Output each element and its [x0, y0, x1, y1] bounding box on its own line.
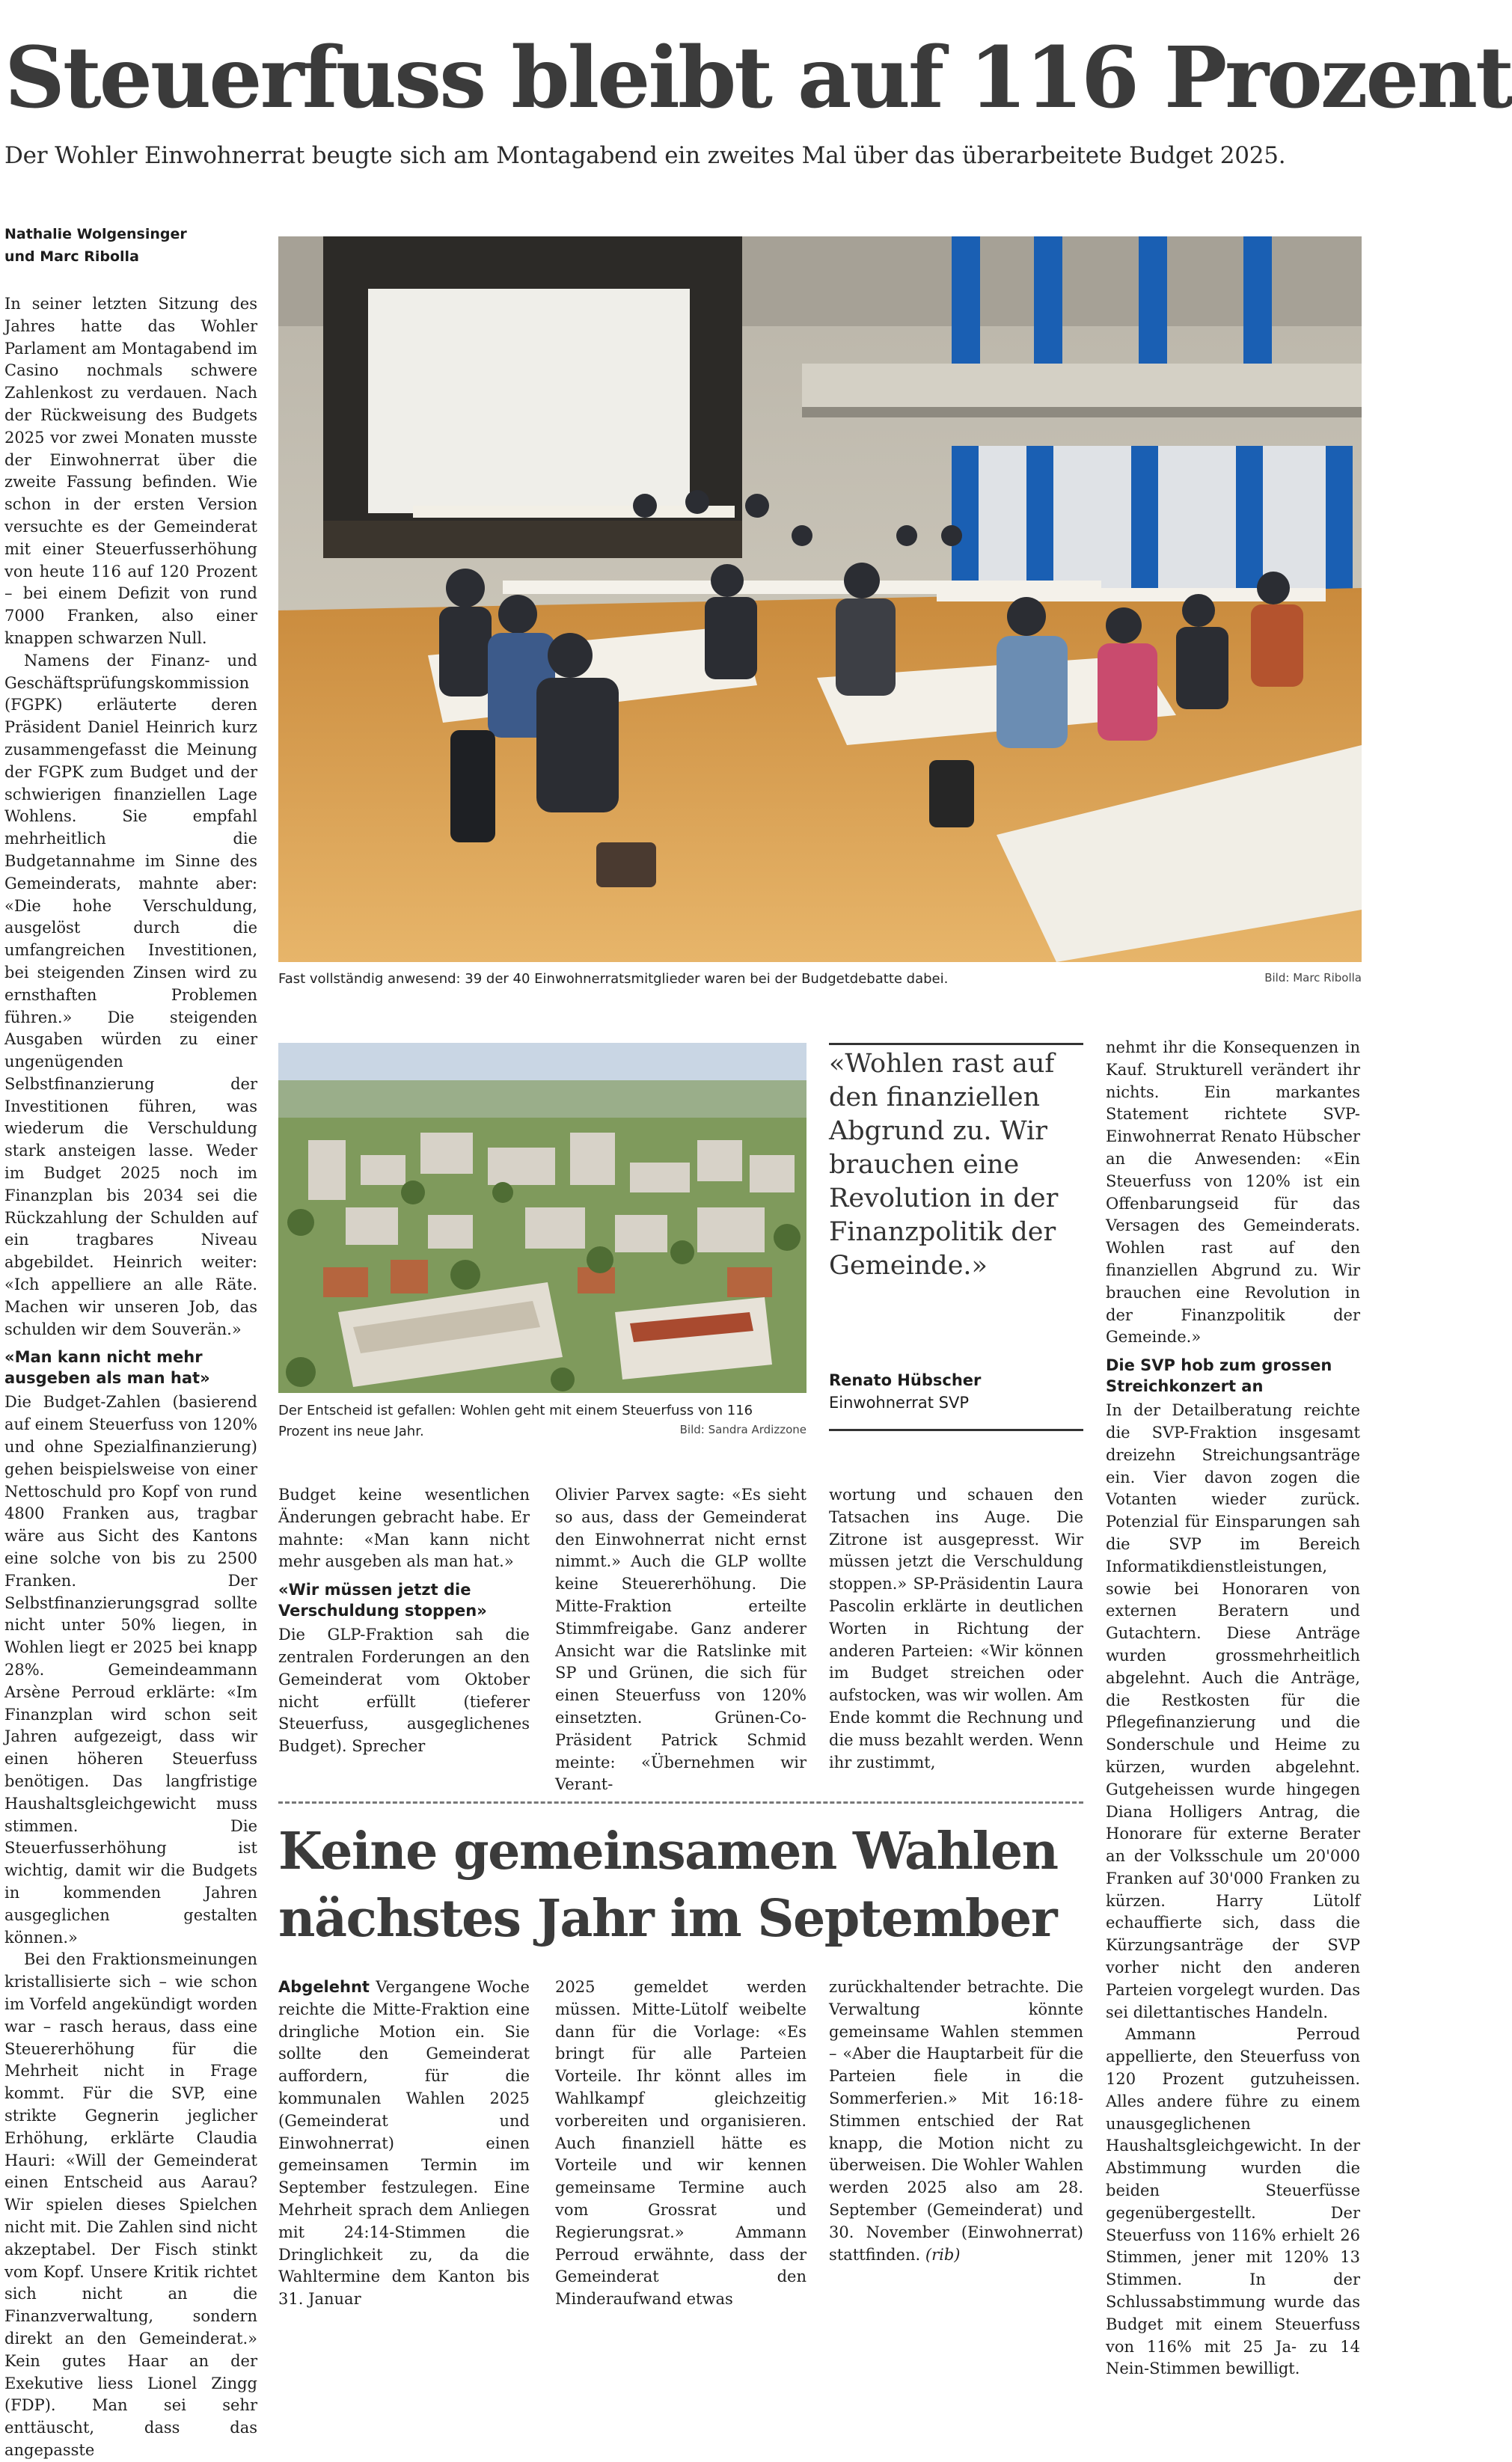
- paragraph: wortung und schauen den Tatsachen ins Auge. Die Zitrone ist ausgepresst. Wir müssen jetzt die Verschuldung stoppen.» SP-Präsidentin Laura Pascolin erklärte in deutlichen Worten in Richtung der anderen Parteien: «Wir können im Budget streichen oder aufstocken, was wir wollen. Am Ende kommt die Rechnung und die muss bezahlt werden. Wenn ihr zustimmt,: [829, 1486, 1083, 1772]
- article2-text-3: zurückhaltender betrachte. Die Verwaltung könnte gemeinsame Wahlen stemmen – «Aber die Hauptarbeit für die Parteien fiele in die Sommerferien.» Mit 16:18-Stimmen entschied der Rat knapp, die Motion nicht zu überweisen. Die Wohler Wahlen werden 2025 also am 28. September (Gemeinderat) und 30. November (Einwohnerrat) stattfinden.: [829, 1978, 1083, 2264]
- article-column-1: [4, 293, 257, 2459]
- paragraph: Budget keine wesentlichen Änderungen gebracht habe. Er mahnte: «Man kann nicht mehr ausgeben als man hat.»: [278, 1486, 530, 1571]
- article-column-3: [555, 1484, 806, 1794]
- paragraph: In der Detailberatung reichte die SVP-Fraktion insgesamt dreizehn Streichungsanträge ein. Vier davon zogen die Votanten wieder zurück. Potenzial für Einsparungen sah die SVP im Bereich Informatikdienstleistungen, sowie bei Honoraren von externen Beratern und Gutachtern. Diese Anträge wurden grossmehrheitlich abgelehnt. Auch die Anträge, die Restkosten für die Pflegefinanzierung und die Sonderschule und Heime zu kürzen, wurden abgelehnt. Gutgeheissen wurde hingegen Diana Holligers Antrag, die Honorare für externe Berater an der Volksschule um 20'000 Franken auf 30'000 Franken zu kürzen. Harry Lütolf echauffierte sich, dass die Kürzungsanträge der SVP vorher nicht den anderen Parteien vorgelegt wurden. Das sei dilettantisches Handeln.: [1106, 1401, 1360, 2021]
- paragraph: nehmt ihr die Konsequenzen in Kauf. Strukturell verändert ihr nichts. Ein markantes Statement richtete SVP-Einwohnerrat Renato Hübscher an die Anwesenden: «Ein Steuerfuss von 120% ist ein Offenbarungseid für das Versagen des Gemeinderats. Wohlen rast auf den finanziellen Abgrund zu. Wir brauchen eine Revolution in der Finanzpolitik der Gemeinde.»: [1106, 1038, 1360, 1347]
- subheading: «Wir müssen jetzt die Verschuldung stoppen»: [278, 1581, 487, 1620]
- article-column-4: [829, 1484, 1083, 1772]
- paragraph: Bei den Fraktionsmeinungen kristallisierte sich – wie schon im Vorfeld angekündigt worden war – rasch heraus, dass eine Steuererhöhung für die Mehrheit nicht in Frage kommt. Für die SVP, eine strikte Gegnerin jeglicher Erhöhung, erklärte Claudia Hauri: «Will der Gemeinderat einen Entscheid aus Aarau? Wir spielen dieses Spielchen nicht mit. Die Zahlen sind nicht akzeptabel. Der Fisch stinkt vom Kopf. Unsere Kritik richtet sich nicht an die Finanzverwaltung, sondern direkt an den Gemeinderat.» Kein gutes Haar an der Exekutive liess Lionel Zingg (FDP). Man sei sehr enttäuscht, dass das angepasste: [4, 1950, 257, 2459]
- aerial-town-photo: [278, 1043, 806, 1393]
- subheading: «Man kann nicht mehr ausgeben als man hat»: [4, 1348, 210, 1388]
- photo-credit-2: Bild: Sandra Ardizzone: [679, 1423, 806, 1436]
- aerial-town-image: [278, 1043, 806, 1393]
- author-2: und Marc Ribolla: [4, 248, 139, 265]
- byline: [4, 223, 259, 268]
- headline-2: Keine gemeinsamen Wahlen nächstes Jahr im September: [278, 1822, 1058, 1949]
- article2-column-3: [829, 1976, 1083, 2268]
- article2-column-2: [555, 1976, 806, 2309]
- pull-quote: [829, 1047, 1080, 1283]
- article-column-5: [1106, 1037, 1360, 2378]
- article2-text-1: Vergangene Woche reichte die Mitte-Fraktion eine dringliche Motion ein. Sie sollte den Gemeinderat auffordern, für die kommunalen Wahlen 2025 (Gemeinderat und Einwohnerrat) einen gemeinsamen Termin im September festzulegen. Eine Mehrheit sprach dem Anliegen mit 24:14-Stimmen die Dringlichkeit zu, da die Wahltermine dem Kanton bis 31. Januar: [278, 1978, 530, 2309]
- author-sign: (rib): [925, 2245, 961, 2264]
- paragraph: In seiner letzten Sitzung des Jahres hatte das Wohler Parlament am Montagabend im Casino nochmals schwere Zahlenkost zu verdauen. Nach der Rückweisung des Budgets 2025 vor zwei Monaten musste der Einwohnerrat über die zweite Fassung befinden. Wie schon in der ersten Version versuchte es der Gemeinderat mit einer Steuerfusserhöhung von heute 116 auf 120 Prozent – bei einem Defizit von rund 7000 Franken, also einer knappen schwarzen Null.: [4, 295, 257, 647]
- pull-quote-attribution: [829, 1369, 1080, 1414]
- paragraph: Die GLP-Fraktion sah die zentralen Forderungen an den Gemeinderat vom Oktober nicht erfüllt (tieferer Steuerfuss, ausgeglichenes Budget). Sprecher: [278, 1626, 530, 1756]
- photo-caption: Fast vollständig anwesend: 39 der 40 Einwohnerratsmitglieder waren bei der Budgetdebatte dabei.: [278, 971, 949, 987]
- paragraph: 2025 gemeldet werden müssen. Mitte-Lütolf weibelte dann für die Vorlage: «Es bringt für alle Parteien Vorteile. Ihr könnt alles im Wahlkampf gleichzeitig vorbereiten und organisieren. Auch finanziell hätte es Vorteile und wir kennen gemeinsame Termine auch vom Grossrat und Regierungsrat.» Ammann Perroud erwähnte, dass der Gemeinderat den Minderaufwand etwas: [555, 1978, 806, 2309]
- paragraph: Namens der Finanz- und Geschäftsprüfungskommission (FGPK) erläuterte deren Präsident Daniel Heinrich kurz zusammengefasst die Meinung der FGPK zum Budget und der schwierigen finanziellen Lage Wohlens. Sie empfahl mehrheitlich die Budgetannahme im Sinne des Gemeinderats, mahnte aber: «Die hohe Verschuldung, ausgelöst durch die umfangreichen Investitionen, bei steigenden Zinsen wird zu ernsthaften Problemen führen.» Die steigenden Ausgaben würden zu einer ungenügenden Selbstfinanzierung der Investitionen führen, was wiederum die Verschuldung stark ansteigen lasse. Weder im Budget 2025 noch im Finanzplan bis 2034 sei die Rückzahlung der Schulden auf ein tragbares Niveau abgebildet. Heinrich weiter: «Ich appelliere an alle Räte. Machen wir unseren Job, das schulden wir dem Souverän.»: [4, 651, 257, 1338]
- paragraph: [829, 1976, 1083, 2266]
- pull-quote-text: «Wohlen rast auf den finanziellen Abgrund zu. Wir brauchen eine Revolution in der Finanzpolitik der Gemeinde.»: [829, 1049, 1059, 1281]
- quote-author: Renato Hübscher: [829, 1371, 982, 1389]
- paragraph: Olivier Parvex sagte: «Es sieht so aus, dass der Gemeinderat den Einwohnerrat nicht ernst nimmt.» Auch die GLP wollte keine Steuererhöhung. Die Mitte-Fraktion erteilte Stimmfreigabe. Ganz anderer Ansicht war die Ratslinke mit SP und Grünen, die sich für einen Steuerfuss von 120% einsetzten. Grünen-Co-Präsident Patrick Schmid meinte: «Übernehmen wir Verant-: [555, 1486, 806, 1794]
- photo-credit: Bild: Marc Ribolla: [1264, 971, 1362, 985]
- kicker: Abgelehnt: [278, 1978, 370, 1996]
- paragraph: Ammann Perroud appellierte, den Steuerfuss von 120 Prozent gutzuheissen. Alles andere führe zu einem unausgeglichenen Haushaltsgleichgewicht. In der Abstimmung wurden die beiden Steuerfüsse gegenübergestellt. Der Steuerfuss von 116% erhielt 26 Stimmen, jener mit 120% 13 Stimmen. In der Schlussabstimmung wurde das Budget mit einem Steuerfuss von 116% mit 25 Ja- zu 14 Nein-Stimmen bewilligt.: [1106, 2025, 1360, 2378]
- author-1: Nathalie Wolgensinger: [4, 226, 187, 242]
- subheadline: Der Wohler Einwohnerrat beugte sich am Montagabend ein zweites Mal über das überarbeitete Budget 2025.: [4, 142, 1286, 169]
- paragraph: [278, 1976, 530, 2311]
- quote-rule-bottom: [829, 1429, 1083, 1431]
- quote-rule-top: [829, 1043, 1083, 1045]
- council-hall-image: [278, 236, 1362, 962]
- photo-caption-2: Der Entscheid ist gefallen: Wohlen geht mit einem Steuerfuss von 116 Prozent ins neue Jahr.: [278, 1403, 753, 1439]
- council-meeting-photo: [278, 236, 1362, 962]
- headline: Steuerfuss bleibt auf 116 Prozent: [4, 29, 1512, 127]
- article-column-2: [278, 1484, 530, 1769]
- quote-author-role: Einwohnerrat SVP: [829, 1394, 970, 1412]
- article2-column-1: [278, 1976, 530, 2309]
- subheading: Die SVP hob zum grossen Streichkonzert an: [1106, 1356, 1332, 1396]
- article-divider: [278, 1801, 1083, 1804]
- paragraph: Die Budget-Zahlen (basierend auf einem Steuerfuss von 120% und ohne Spezialfinanzierung) gehen beispielsweise von einer Nettoschuld pro Kopf von rund 4800 Franken aus, tragbar wäre aus Sicht des Kantons eine solche von bis zu 2500 Franken. Der Selbstfinanzierungsgrad sollte nicht unter 50% liegen, in Wohlen liegt er 2025 bei knapp 28%. Gemeindeammann Arsène Perroud erklärte: «Im Finanzplan wird schon seit Jahren aufgezeigt, dass wir einen höheren Steuerfuss benötigen. Das langfristige Haushaltsgleichgewicht muss stimmen. Die Steuerfusserhöhung ist wichtig, damit wir die Budgets in kommenden Jahren ausgeglichen gestalten können.»: [4, 1393, 257, 1947]
